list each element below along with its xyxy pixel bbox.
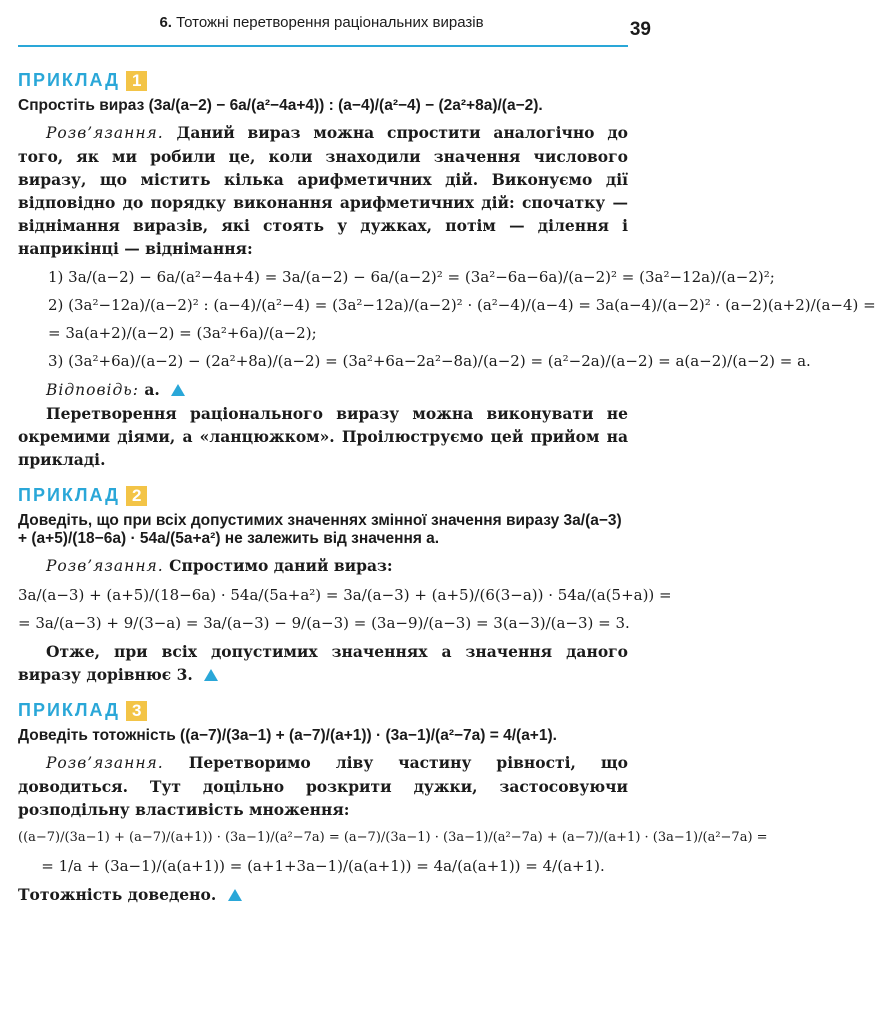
example-1-step-3: 3) (3a²+6a)/(a−2) − (2a²+8a)/(a−2) = (3a²+6a−2a²−8a)/(a−2) = (a²−2a)/(a−2) = a(a−2)/(a−2) = a.: [18, 350, 628, 372]
page-number: 39: [629, 19, 651, 40]
solution-text: Спростимо даний вираз:: [169, 556, 393, 575]
example-number-badge: 2: [126, 486, 147, 506]
end-marker-icon: [204, 669, 218, 681]
solution-label: Розв’язання.: [46, 557, 164, 575]
example-number-badge: 1: [126, 71, 147, 91]
example-2-task: Доведіть, що при всіх допустимих значеннях змінної значення виразу 3a/(a−3) + (a+5)/(18−6a) · 54a/(5a+a²) не залежить від значення a.: [18, 512, 622, 547]
example-3-step-2: = 1/a + (3a−1)/(a(a+1)) = (a+1+3a−1)/(a(a+1)) = 4a/(a(a+1)) = 4/(a+1).: [18, 855, 628, 877]
solution-label: Розв’язання.: [46, 754, 164, 772]
running-header: [18, 14, 625, 44]
solution-label: Розв’язання.: [46, 124, 164, 142]
example-1-heading: [18, 70, 628, 91]
page-content: [18, 62, 876, 906]
example-number-badge: 3: [126, 701, 147, 721]
header-divider: [18, 45, 628, 47]
chapter-number: 6.: [159, 14, 172, 31]
example-3-step-1: ((a−7)/(3a−1) + (a−7)/(a+1)) · (3a−1)/(a²−7a) = (a−7)/(3a−1) · (3a−1)/(a²−7a) + (a−7)/(a+1) · (3a−1)/(a²−7a) =: [18, 827, 628, 849]
transition-paragraph: Перетворення раціонального виразу можна виконувати не окремими діями, а «ланцюжком». Проілюструємо цей прийом на прикладі.: [18, 404, 628, 469]
example-3-task: Доведіть тотожність ((a−7)/(3a−1) + (a−7)/(a+1)) · (3a−1)/(a²−7a) = 4/(a+1).: [18, 727, 557, 744]
example-3-conclusion: Тотожність доведено.: [18, 883, 628, 906]
end-marker-icon: [228, 889, 242, 901]
example-1-task: Спростіть вираз (3a/(a−2) − 6a/(a²−4a+4)) : (a−4)/(a²−4) − (2a²+8a)/(a−2).: [18, 97, 543, 114]
end-marker-icon: [171, 384, 185, 396]
example-1-step-1: 1) 3a/(a−2) − 6a/(a²−4a+4) = 3a/(a−2) − 6a/(a−2)² = (3a²−6a−6a)/(a−2)² = (3a²−12a)/(a−2)²;: [18, 266, 628, 288]
example-1-step-2-cont: = 3a(a+2)/(a−2) = (3a²+6a)/(a−2);: [18, 322, 628, 344]
example-1-solution: [18, 121, 628, 260]
answer-value: a.: [144, 380, 160, 399]
example-1-step-2: 2) (3a²−12a)/(a−2)² : (a−4)/(a²−4) = (3a²−12a)/(a−2)² · (a²−4)/(a−4) = 3a(a−4)/(a−2)² · (a−2)(a+2)/(a−4) =: [18, 294, 628, 316]
example-3-solution: [18, 751, 628, 821]
example-2-solution: [18, 554, 628, 578]
example-label: ПРИКЛАД: [18, 485, 120, 505]
chapter-title: Тотожні перетворення раціональних виразів: [176, 14, 484, 31]
example-2-heading: [18, 485, 628, 506]
example-label: ПРИКЛАД: [18, 700, 120, 720]
example-2-step-1: 3a/(a−3) + (a+5)/(18−6a) · 54a/(5a+a²) = 3a/(a−3) + (a+5)/(6(3−a)) · 54a/(a(5+a)) =: [18, 586, 672, 604]
example-label: ПРИКЛАД: [18, 70, 120, 90]
answer-label: Відповідь:: [46, 381, 139, 399]
solution-text: Даний вираз можна спростити аналогічно до того, як ми робили це, коли знаходили значення числового виразу, що містить кілька арифметичних дій. Виконуємо дії відповідно до порядку виконання арифметичних дій: спочатку — віднімання виразів, які стоять у дужках, потім — ділення і наприкінці — віднімання:: [18, 123, 628, 258]
example-2-step-2: = 3a/(a−3) + 9/(3−a) = 3a/(a−3) − 9/(a−3) = (3a−9)/(a−3) = 3(a−3)/(a−3) = 3.: [18, 614, 630, 632]
example-2-conclusion: Отже, при всіх допустимих значеннях a значення даного виразу дорівнює 3.: [18, 642, 628, 684]
solution-text: Перетворимо ліву частину рівності, що доводиться. Тут доцільно розкрити дужки, застосовуючи розподільну властивість множення:: [18, 753, 628, 819]
example-1-answer: [18, 378, 628, 402]
example-3-heading: [18, 700, 628, 721]
